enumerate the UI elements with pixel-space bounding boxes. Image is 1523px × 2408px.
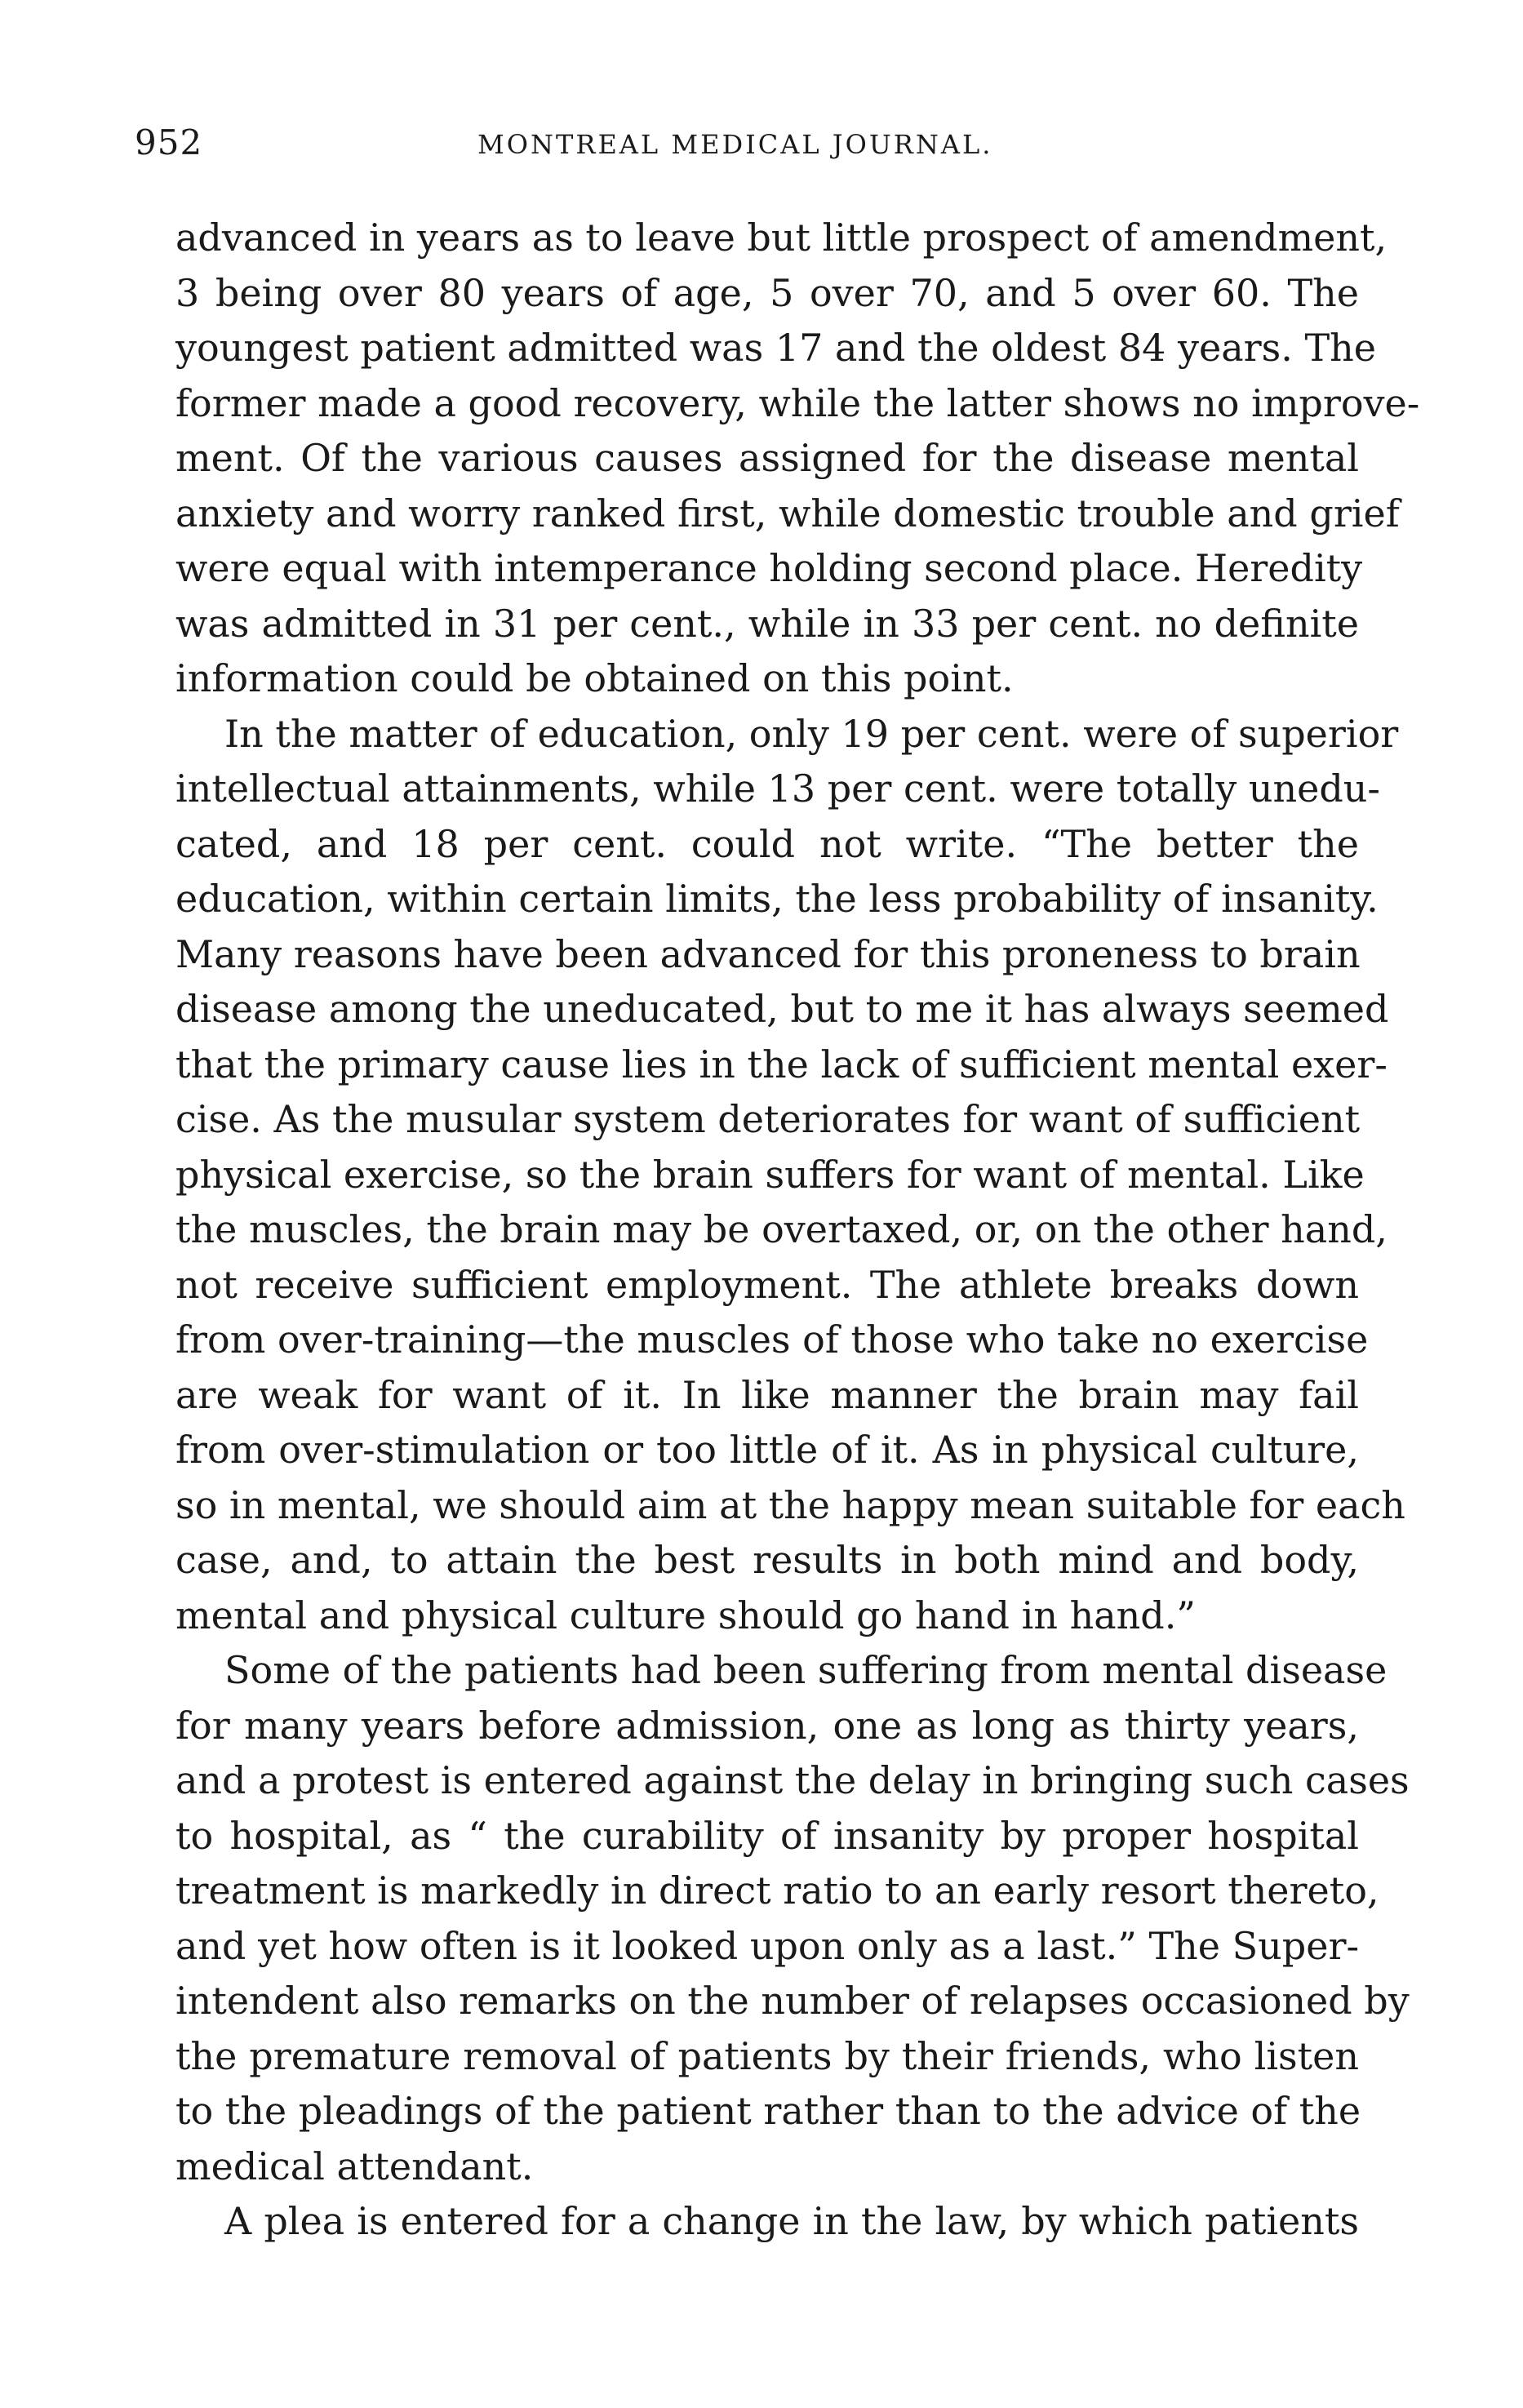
text-line: were equal with intemperance holding second place. Heredity: [175, 546, 1363, 590]
paragraph-4: [175, 2194, 1359, 2250]
text-line: from over-training—the muscles of those who take no exercise: [175, 1317, 1369, 1362]
text-line: and a protest is entered against the delay in bringing such cases: [175, 1758, 1410, 1802]
text-line: for many years before admission, one as long as thirty years,: [175, 1703, 1359, 1748]
text-line: education, within certain limits, the less probability of insanity.: [175, 877, 1379, 921]
running-head: MONTREAL MEDICAL JOURNAL.: [477, 129, 993, 160]
page-number: 952: [135, 122, 203, 162]
text-line: disease among the uneducated, but to me it has always seemed: [175, 987, 1389, 1031]
text-line: are weak for want of it. In like manner the brain may fail: [175, 1372, 1359, 1417]
text-line: from over-stimulation or too little of it. As in physical culture,: [175, 1428, 1359, 1472]
text-line: cated, and 18 per cent. could not write. “The better the: [175, 821, 1359, 866]
text-line: information could be obtained on this point.: [175, 656, 1014, 700]
text-line: so in mental, we should aim at the happy mean suitable for each: [175, 1482, 1405, 1527]
body-text: [175, 211, 1420, 2250]
text-line: mental and physical culture should go hand in hand.”: [175, 1593, 1196, 1637]
text-line: physical exercise, so the brain suffers for want of mental. Like: [175, 1152, 1365, 1197]
text-line: Many reasons have been advanced for this proneness to brain: [175, 931, 1361, 976]
text-line: to hospital, as “ the curability of insanity by proper hospital: [175, 1813, 1359, 1858]
text-line: to the pleadings of the patient rather than to the advice of the: [175, 2089, 1361, 2133]
text-line: case, and, to attain the best results in both mind and body,: [175, 1538, 1359, 1582]
text-line: A plea is entered for a change in the law, by which patients: [224, 2199, 1359, 2243]
text-line: 3 being over 80 years of age, 5 over 70, and 5 over 60. The: [175, 270, 1359, 315]
text-line: Some of the patients had been suffering from mental disease: [224, 1648, 1388, 1692]
text-line: treatment is markedly in direct ratio to an early resort thereto,: [175, 1868, 1379, 1913]
text-line: was admitted in 31 per cent., while in 33 per cent. no definite: [175, 601, 1359, 646]
text-line: and yet how often is it looked upon only as a last.” The Super-: [175, 1923, 1359, 1968]
text-line: cise. As the musular system deteriorates for want of sufficient: [175, 1097, 1361, 1141]
text-line: ment. Of the various causes assigned for the disease mental: [175, 436, 1359, 480]
text-line: the premature removal of patients by their friends, who listen: [175, 2033, 1359, 2078]
text-line: the muscles, the brain may be overtaxed, or, on the other hand,: [175, 1207, 1388, 1251]
text-line: not receive sufficient employment. The athlete breaks down: [175, 1262, 1359, 1307]
paragraph-1: [175, 211, 1420, 707]
text-line: intellectual attainments, while 13 per cent. were totally unedu-: [175, 766, 1380, 811]
text-line: medical attendant.: [175, 2144, 534, 2188]
text-line: anxiety and worry ranked first, while domestic trouble and grief: [175, 491, 1400, 535]
text-line: youngest patient admitted was 17 and the oldest 84 years. The: [175, 326, 1377, 370]
text-line: intendent also remarks on the number of relapses occasioned by: [175, 1979, 1410, 2023]
text-line: advanced in years as to leave but little prospect of amendment,: [175, 215, 1388, 260]
paragraph-3: [175, 1643, 1410, 2194]
page-header: [135, 122, 1359, 171]
paragraph-2: [175, 707, 1405, 1644]
text-line: that the primary cause lies in the lack of sufficient mental exer-: [175, 1042, 1388, 1086]
text-line: former made a good recovery, while the latter shows no improve-: [175, 380, 1420, 425]
text-line: In the matter of education, only 19 per cent. were of superior: [224, 711, 1399, 756]
